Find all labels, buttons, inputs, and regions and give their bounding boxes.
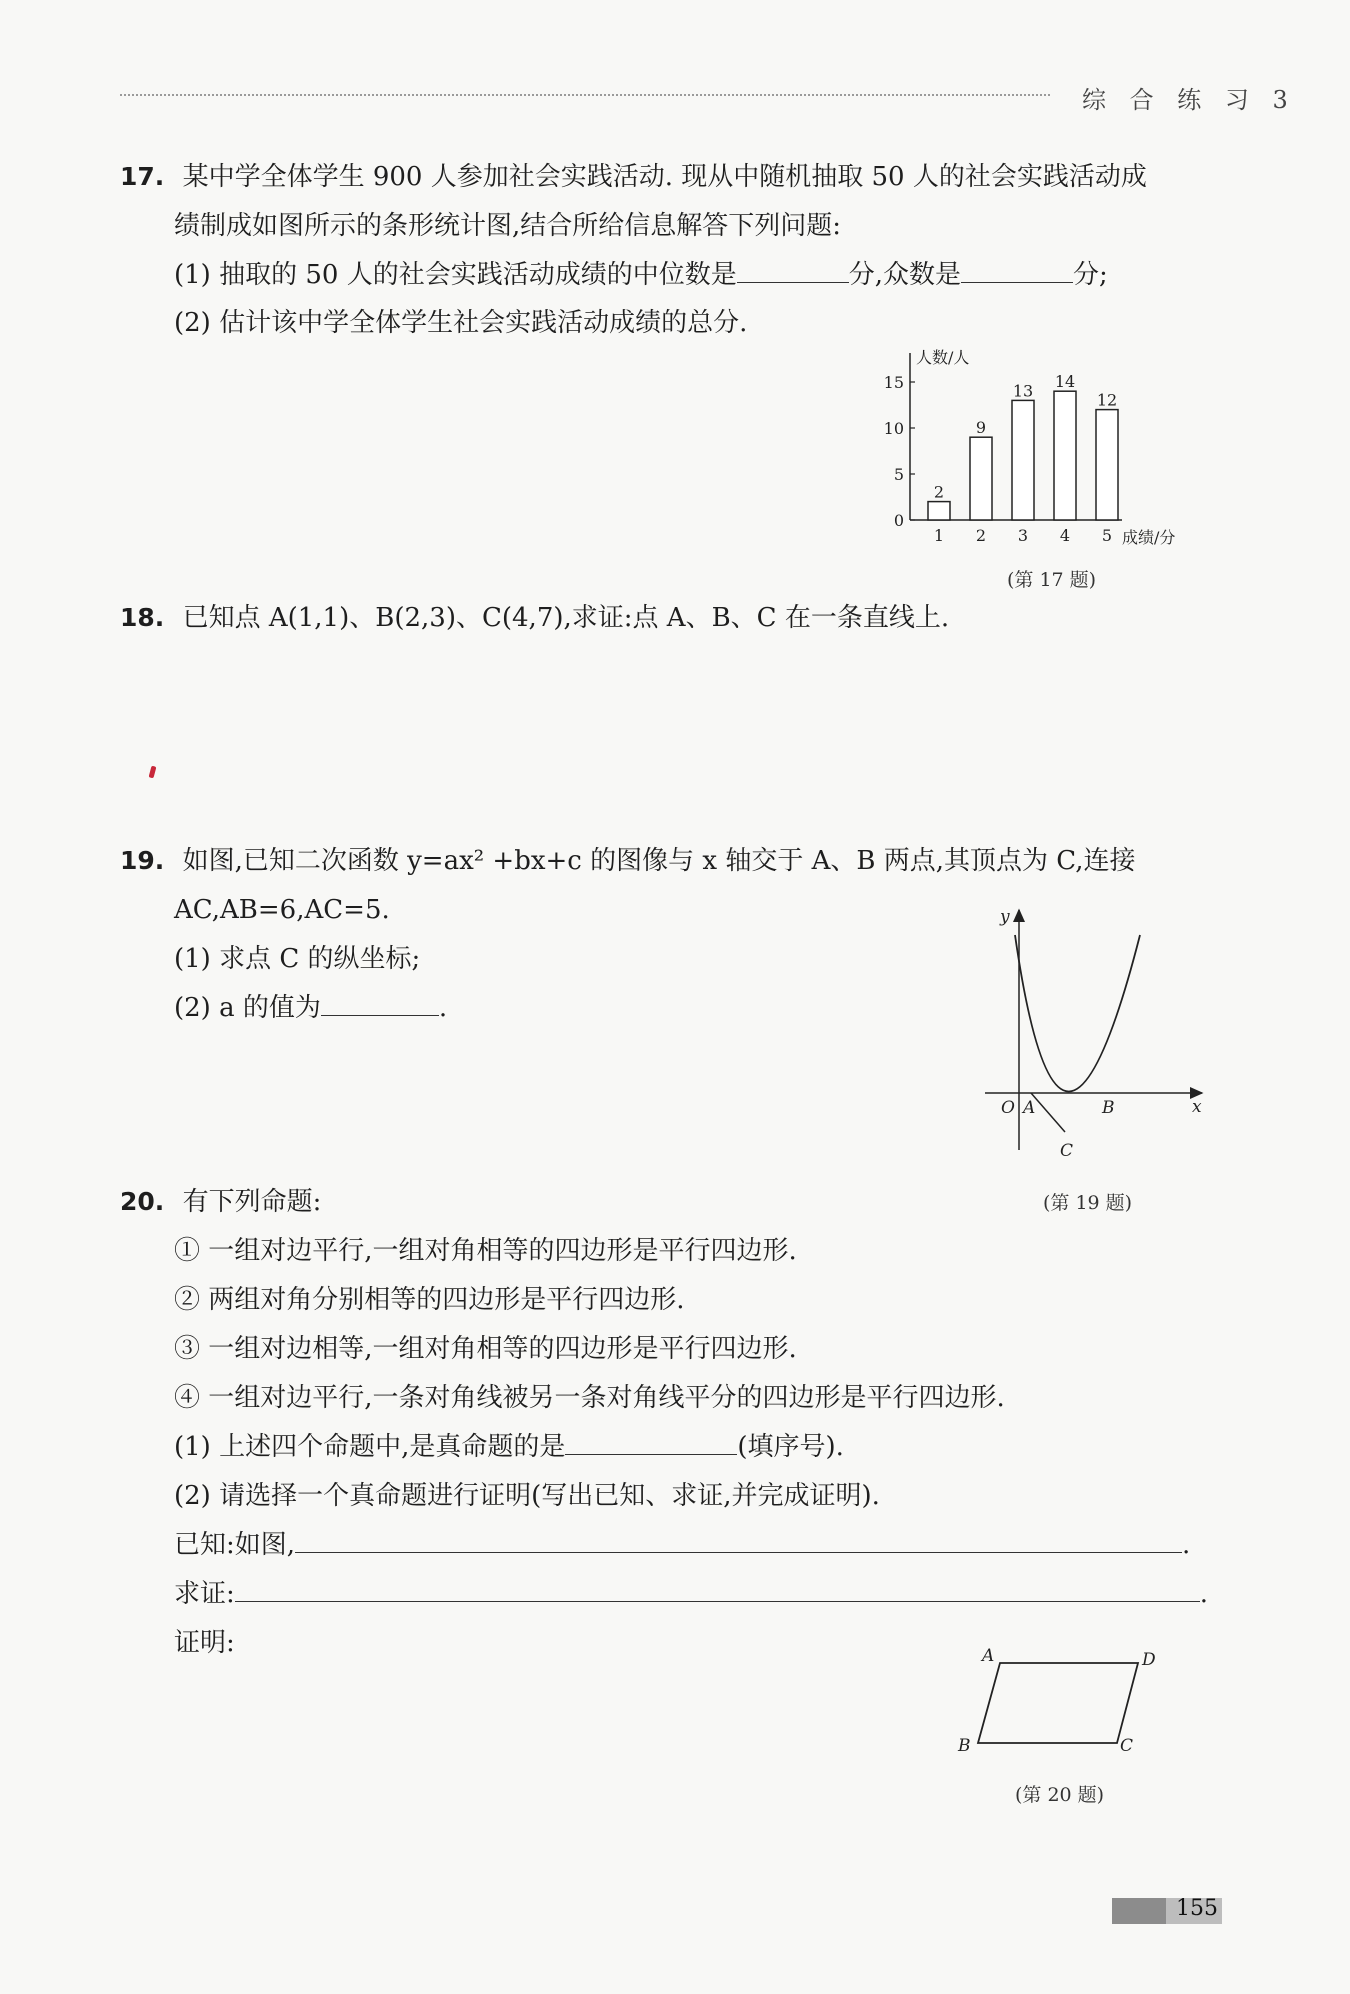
q19-parabola-figure (980, 900, 1210, 1170)
q20-known-blank[interactable] (295, 1530, 1182, 1553)
q17-y-tick-label: 10 (883, 419, 904, 438)
q20-part1-text-a: (1) 上述四个命题中,是真命题的是 (174, 1432, 566, 1462)
q17-bar (928, 502, 950, 520)
q17-y-tick-label: 0 (893, 511, 904, 530)
q20-caption: (第 20 题) (1015, 1784, 1105, 1806)
q20-parallelogram-figure (950, 1645, 1180, 1755)
q17-part2: (2) 估计该中学全体学生社会实践活动成绩的总分. (174, 308, 748, 338)
q17-bar (1012, 400, 1034, 520)
q20-proof-label: 证明: (174, 1628, 235, 1658)
q20-number: 20. (120, 1187, 165, 1216)
q17-x-tick-label: 2 (975, 526, 987, 545)
q17-text1: 某中学全体学生 900 人参加社会实践活动. 现从中随机抽取 50 人的社会实践活动成 (182, 162, 1147, 192)
q20-prop-3: ③ 一组对边相等,一组对角相等的四边形是平行四边形. (174, 1334, 797, 1364)
q19-line2: AC,AB=6,AC=5. (174, 895, 390, 925)
header-rule (120, 94, 1050, 96)
q19-segment-ac (1031, 1093, 1065, 1132)
q19-a-blank[interactable] (321, 993, 439, 1016)
q17-median-blank[interactable] (737, 260, 849, 283)
q18-number: 18. (120, 603, 165, 632)
red-ink-mark (149, 766, 157, 779)
q19-caption: (第 19 题) (1043, 1192, 1133, 1214)
q17-caption: (第 17 题) (1007, 569, 1097, 591)
q19-line1 (120, 844, 1136, 878)
q20-label-a: A (982, 1646, 995, 1666)
q20-known-dot: . (1182, 1530, 1191, 1560)
q20-parallelogram (978, 1663, 1138, 1743)
q20-prop-1: ① 一组对边平行,一组对角相等的四边形是平行四边形. (174, 1236, 797, 1266)
q17-x-tick-label: 1 (933, 526, 945, 545)
q19-part2-text: (2) a 的值为 (174, 993, 321, 1023)
q17-number: 17. (120, 162, 165, 191)
page-number: 155 (1176, 1896, 1218, 1921)
q19-parabola-curve (1015, 935, 1140, 1092)
q18-line (120, 601, 949, 635)
q17-y-tick-label: 5 (893, 465, 904, 484)
q20-label-d: D (1142, 1650, 1156, 1670)
q20-true-props-blank[interactable] (565, 1432, 737, 1455)
q19-label-c: C (1060, 1141, 1074, 1161)
q20-part1 (174, 1430, 844, 1464)
q17-bar-value-label: 13 (1012, 381, 1034, 401)
q20-part2: (2) 请选择一个真命题进行证明(写出已知、求证,并完成证明). (174, 1481, 880, 1511)
q20-prove-blank[interactable] (235, 1579, 1200, 1602)
q19-label-x: x (1192, 1097, 1202, 1117)
q17-bar (1096, 410, 1118, 520)
q20-intro: 有下列命题: (182, 1187, 322, 1217)
q17-part1 (174, 258, 1108, 292)
q20-label-c: C (1120, 1736, 1134, 1755)
q17-bar-value-label: 14 (1054, 372, 1076, 392)
q17-bar-chart (870, 345, 1210, 550)
q19-label-b: B (1102, 1098, 1115, 1118)
section-title: 综 合 练 习 3 (1082, 86, 1296, 114)
q19-label-a: A (1023, 1098, 1036, 1118)
q20-prop-4: ④ 一组对边平行,一条对角线被另一条对角线平分的四边形是平行四边形. (174, 1383, 1005, 1413)
q18-text: 已知点 A(1,1)、B(2,3)、C(4,7),求证:点 A、B、C 在一条直线上. (182, 603, 950, 633)
q20-prove-label: 求证: (174, 1579, 235, 1609)
q17-x-tick-label: 5 (1101, 526, 1113, 545)
q19-part1: (1) 求点 C 的纵坐标; (174, 944, 421, 974)
q17-bar (1054, 391, 1076, 520)
q19-part2-dot: . (438, 993, 448, 1023)
q17-bar (970, 437, 992, 520)
q19-label-o: O (1001, 1098, 1015, 1118)
q17-part1-text-b: 分,众数是 (848, 260, 961, 290)
q19-part2 (174, 991, 447, 1025)
q20-known-line (174, 1528, 1190, 1562)
q17-part1-text-c: 分; (1072, 260, 1108, 290)
q17-bar-value-label: 9 (975, 418, 987, 438)
q20-known-label: 已知:如图, (174, 1530, 296, 1560)
q20-prove-line (174, 1577, 1208, 1611)
q19-text1: 如图,已知二次函数 y=ax² +bx+c 的图像与 x 轴交于 A、B 两点,其顶点为 C,连接 (182, 846, 1136, 876)
q17-x-tick-label: 4 (1059, 526, 1071, 545)
q17-bar-value-label: 12 (1096, 390, 1118, 410)
q17-x-axis-label: 成绩/分 (1122, 528, 1176, 547)
q17-line2: 绩制成如图所示的条形统计图,结合所给信息解答下列问题: (174, 211, 842, 241)
q17-x-tick-label: 3 (1017, 526, 1029, 545)
q17-bar-value-label: 2 (933, 482, 945, 502)
q20-line (120, 1185, 321, 1219)
q17-mode-blank[interactable] (961, 260, 1073, 283)
q17-line1 (120, 160, 1147, 194)
q17-y-axis-label: 人数/人 (916, 348, 970, 367)
q20-prove-dot: . (1199, 1579, 1209, 1609)
q19-number: 19. (120, 846, 165, 875)
q17-part1-text-a: (1) 抽取的 50 人的社会实践活动成绩的中位数是 (174, 260, 737, 290)
q20-part1-text-b: (填序号). (737, 1432, 844, 1462)
q17-y-tick-label: 15 (883, 373, 904, 392)
q19-label-y: y (1000, 907, 1010, 927)
q20-prop-2: ② 两组对角分别相等的四边形是平行四边形. (174, 1285, 685, 1315)
q20-label-b: B (958, 1736, 971, 1755)
